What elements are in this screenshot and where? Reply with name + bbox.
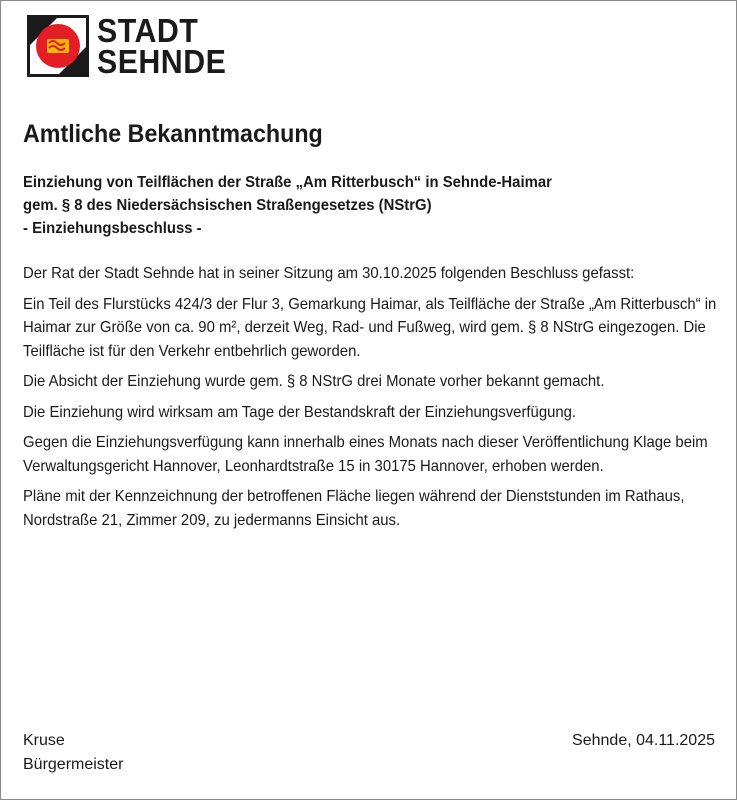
body-paragraph: Gegen die Einziehungsverfügung kann innerhalb eines Monats nach dieser Veröffentlichung Klage beim Verwaltungsgericht Hannover, Leonhardtstraße 15 in 30175 Hannover, erhoben werden. bbox=[23, 434, 708, 475]
notice-title: Amtliche Bekanntmachung bbox=[23, 120, 323, 148]
subject-line: Einziehung von Teilflächen der Straße „Am Ritterbusch“ in Sehnde-Haimar bbox=[23, 174, 552, 191]
logo-line-1: STADT bbox=[97, 12, 199, 49]
logo-line-2: SEHNDE bbox=[97, 43, 227, 80]
body-paragraph: Pläne mit der Kennzeichnung der betroffenen Fläche liegen während der Dienststunden im Rathaus, Nordstraße 21, Zimmer 209, zu jedermanns Einsicht aus. bbox=[23, 488, 685, 529]
notice-body bbox=[23, 262, 719, 532]
body-paragraph: Die Einziehung wird wirksam am Tage der Bestandskraft der Einziehungsverfügung. bbox=[23, 403, 577, 421]
body-paragraph: Die Absicht der Einziehung wurde gem. § 8 NStrG drei Monate vorher bekannt gemacht. bbox=[23, 373, 605, 390]
signatory bbox=[23, 729, 123, 777]
place-date: Sehnde, 04.11.2025 bbox=[572, 732, 715, 749]
notice-content bbox=[23, 119, 719, 539]
city-logo bbox=[27, 12, 237, 80]
body-paragraph: Ein Teil des Flurstücks 424/3 der Flur 3, Gemarkung Haimar, als Teilfläche der Straße „Am Ritterbusch“ in Haimar zur Größe von ca. 90 m², derzeit Weg, Rad- und Fußweg, wird gem. § 8 NStrG eingezogen. Die Teilfläche ist für den Verkehr entbehrlich geworden. bbox=[23, 295, 717, 360]
notice-subject bbox=[23, 171, 719, 240]
city-emblem-icon bbox=[27, 15, 89, 77]
body-paragraph: Der Rat der Stadt Sehnde hat in seiner Sitzung am 30.10.2025 folgenden Beschluss gefasst: bbox=[23, 265, 635, 282]
signatory-role: Bürgermeister bbox=[23, 756, 124, 773]
signatory-name: Kruse bbox=[23, 732, 65, 749]
subject-line: - Einziehungsbeschluss - bbox=[23, 220, 202, 237]
city-logo-wordmark bbox=[97, 12, 227, 80]
subject-line: gem. § 8 des Niedersächsischen Straßengesetzes (NStrG) bbox=[23, 197, 432, 214]
